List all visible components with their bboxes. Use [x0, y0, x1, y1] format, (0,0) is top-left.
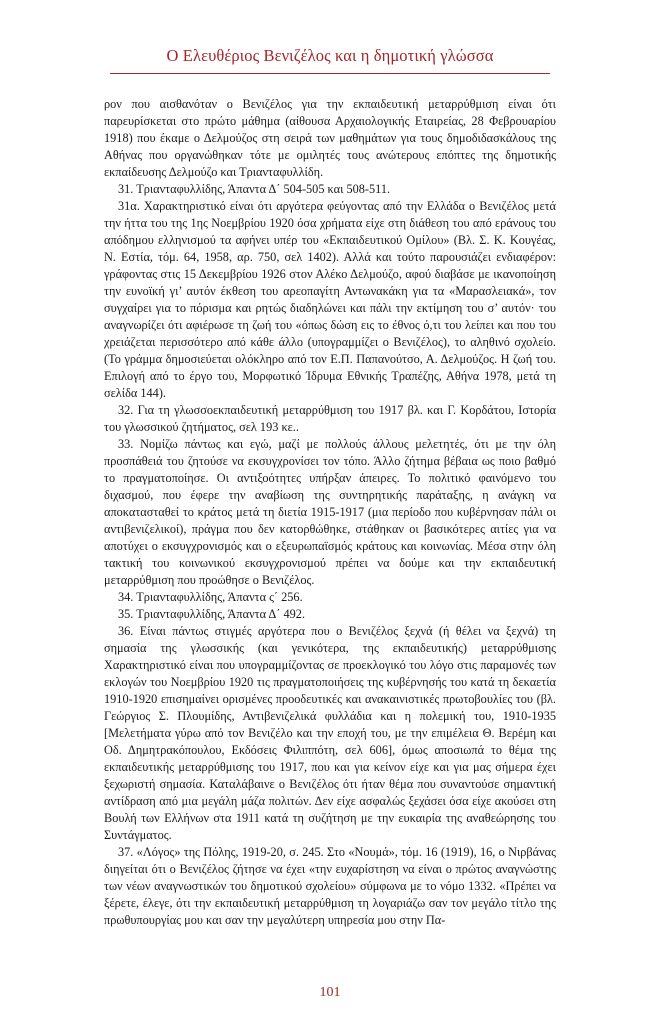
note-33: 33. Νομίζω πάντως και εγώ, μαζί με πολλούς άλλους μελετητές, ότι με την όλη προσπάθειά του ζητούσε να εκσυγχρονίσει τον τόπο. Άλλο ζήτημα βέβαια ως ποιο βαθμό το πραγματοποίησε. Οι αντιξοότητες υπήρξαν άπειρες. Το πολιτικό φαινόμενο του διχασμού, που έφερε την αναβίωση της συντηρητικής παράταξης, η ανάγκη να αποκατασταθεί το κράτος μετά τη διετία 1915-1917 (μια περίοδο που κυβέρνησαν πάλι οι αντιβενιζελικοί), πράγμα που δεν κατορθώθηκε, στάθηκαν οι βασικότερες αιτίες για να απoτύχει ο εκσυγχρονισμός και ο εξευρωπαϊσμός κράτους και κοινωνίας. Μέσα στην όλη τακτική του κοινωνικού εκσυγχρονισμού πρέπει να δούμε και την εκπαιδευτική μεταρρύθμιση που προώθησε ο Βενιζέλος. [104, 437, 556, 587]
note-37: 37. «Λόγος» της Πόλης, 1919-20, σ. 245. Στο «Νουμά», τόμ. 16 (1919), 16, ο Νιρβάνας διηγείται ότι ο Βενιζέλος ζήτησε να έχει «την ευχαρίστηση να είναι ο πρώτος αναγνώστης των νέων αναγνωστικών του δημοτικού σχολείου» σύμφωνα με το νόμο 1332. «Πρέπει να ξέρετε, έλεγε, ότι την εκπαιδευτική μεταρρύθμιση τη λογαριάζω σαν τον μεγάλο τίτλο της πρωθυπουργίας μου και σαν την μεγαλύτερη υπηρεσία μου στην Πα- [104, 845, 556, 927]
note-31a: 31α. Χαρακτηριστικό είναι ότι αργότερα φεύγοντας από την Ελλάδα ο Βενιζέλος μετά την ήττα του της 1ης Νοεμβρίου 1920 όσα χρήματα είχε στη διάθεση του από εράνους του απόδημου ελληνισμού τα αφήνει υπέρ του «Εκπαιδευτικού Ομίλου» (Βλ. Σ. Κ. Κουγέας, Ν. Εστία, τόμ. 64, 1958, αρ. 750, σελ 1402). Αλλά και τούτο παρουσιάζει ενδιαφέρον: γράφοντας στις 15 Δεκεμβρίου 1926 στον Αλέκο Δελμούζο, αφού διαβάσε με ικανοποίηση την ευνοϊκή γι’ αυτόν έκθεση του αρεοπαγίτη Αντωνακάκη για τα «Μαρασλειακά», τον συγχαίρει για το πόρισμα και ρητώς διαδηλώνει και πάλι την εκτίμηση του σ’ αυτόν· του αναγνωρίζει ότι αφιέρωσε τη ζωή του «όπως δώση εις το έθνος ό,τι του λείπει και που του χρειάζεται περισσότερο από κάθε άλλο (υπογραμμίζει ο Βενιζέλος), το αληθινό σχολείο. (Το γράμμα δημοσιεύεται ολόκληρο από τον Ε.Π. Παπανούτσο, Α. Δελμούζος. Η ζωή του. Επιλογή από το έργο του, Μορφωτικό Ίδρυμα Εθνικής Τραπέζης, Αθήνα 1978, μετά τη σελίδα 144). [104, 199, 556, 400]
note-34: 34. Τριανταφυλλίδης, Άπαντα ς΄ 256. [118, 590, 303, 604]
note-36: 36. Είναι πάντως στιγμές αργότερα που ο Βενιζέλος ξεχνά (ή θέλει να ξεχνά) τη σημασία της γλωσσικής (και γενικότερα, της εκπαιδευτικής) μεταρρύθμισης Χαρακτηριστικό είναι που υπογραμμίζοντας σε προεκλογικό του λόγο στις παραμονές των εκλογών του Νοεμβρίου 1920 τις πραγματοποιήσεις της κυβέρνησής του κατά τη δεκαετία 1910-1920 επισημαίνει ορισμένες προοδευτικές και ανακαινιστικές πρωτοβουλίες του (βλ. Γεώργιος Σ. Πλουμίδης, Αντιβενιζελικά φυλλάδια και η πολεμική του, 1910-1935 [Μελετήματα γύρω από τον Βενιζέλο και την εποχή του, με την επιμέλεια Θ. Βερέμη και Οδ. Δημητρακόπουλου, Εκδόσεις Φιλιππότη, σελ 606], όμως αποσιωπά το θέμα της εκπαιδευτικής μεταρρύθμισης του 1917, που και για κείνον είχε και για μας σήμερα έχει ξεχωριστή σημασία. Καταλάβαινε ο Βενιζέλος ότι ήταν θέμα που συναντούσε σημαντική αντίδραση από μια μεγάλη μάζα πολιτών. Δεν είχε ασφαλώς ξεχάσει όσα είχε ακούσει στη Βουλή των Ελλήνων στα 1911 κατά τη συζήτηση με την ευκαιρία της αναθεώρησης του Συντάγματος. [104, 624, 556, 842]
note-continuation: ρον που αισθανόταν ο Βενιζέλος για την εκπαιδευτική μεταρρύθμιση είναι ότι παρευρίσκεται στο πρώτο μάθημα (αίθουσα Αρχαιολογικής Εταιρείας, 28 Φεβρουαρίου 1918) που έκαμε ο Δελμούζος στη σειρά των μαθημάτων για τους δημοδιδασκάλους της Αθήνας που οργανώθηκαν τότε με ομιλητές τους ανώτερους επόπτες της δημοτικής εκπαίδευσης Δελμούζο και Τριανταφυλλίδη. [104, 97, 556, 179]
footnotes-block [104, 96, 556, 929]
note-31: 31. Τριανταφυλλίδης, Άπαντα Δ΄ 504-505 και 508-511. [118, 182, 391, 196]
page-number: 101 [319, 985, 341, 1000]
note-32: 32. Για τη γλωσσοεκπαιδευτική μεταρρύθμιση του 1917 βλ. και Γ. Κορδάτου, Ιστορία του γλωσσικού ζητήματος, σελ 193 κε.. [104, 403, 556, 434]
note-35: 35. Τριανταφυλλίδης, Άπαντα Δ΄ 492. [118, 607, 306, 621]
header-rule [110, 73, 550, 74]
running-title: Ο Ελευθέριος Βενιζέλος και η δημοτική γλώσσα [166, 46, 494, 65]
